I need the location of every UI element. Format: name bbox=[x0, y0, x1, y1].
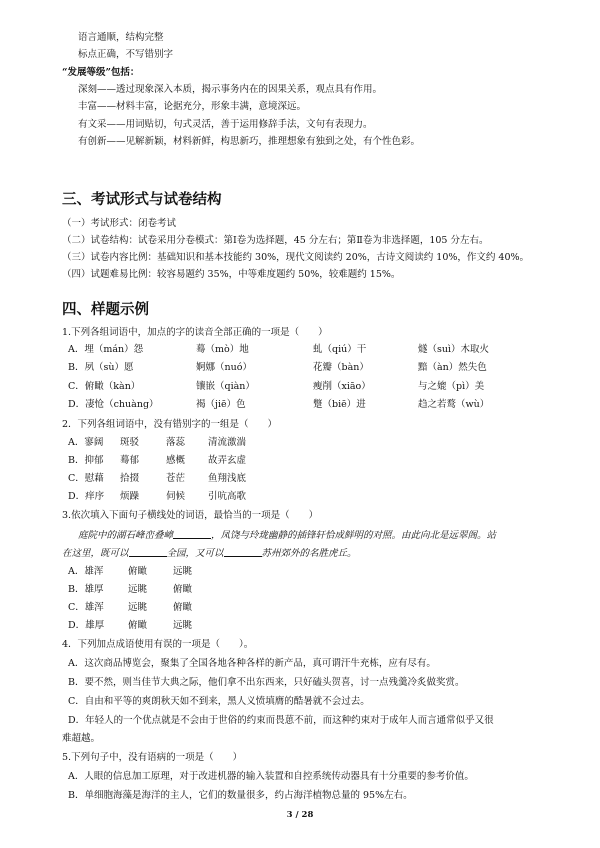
option-word: D．雄厚 bbox=[68, 620, 105, 631]
section-heading: 四、样题示例 bbox=[62, 302, 149, 318]
option-sentence: A．这次商品博览会，聚集了全国各地各种各样的新产品，真可谓汗牛充栋，应有尽有。 bbox=[68, 658, 436, 669]
fill-blank bbox=[129, 546, 167, 557]
passage-text: 庭院中的湖石峰峦叠嶂 bbox=[78, 530, 174, 541]
passage-line bbox=[78, 528, 496, 542]
option-d-word-4: 趋之若鹜（wù） bbox=[418, 399, 490, 410]
option-sentence: B．要不然，则当佳节大典之际，他们拿不出东西来，只好磕头贺喜，讨一点残羹冷炙做奖赏。 bbox=[68, 677, 465, 688]
option-a-word-2: 蓦（mò）地 bbox=[196, 344, 249, 355]
option-word: 远眺 bbox=[128, 602, 148, 613]
question-stem: 3.依次填入下面句子横线处的词语，最恰当的一项是（ ） bbox=[62, 510, 319, 521]
option-b-word-1: B．夙（sù）愿 bbox=[68, 362, 134, 373]
option-b-word-4: 黯（àn）然失色 bbox=[418, 362, 487, 373]
option-a-word-3: 虬（qiú）干 bbox=[313, 344, 367, 355]
passage-text: 苏州郊外的名胜虎丘。 bbox=[261, 548, 357, 559]
exam-info-line: （四）试题难易比例：较容易题约 35%，中等难度题约 50%，较难题约 15%。 bbox=[62, 269, 401, 280]
development-item: 有文采——用词贴切，句式灵活，善于运用修辞手法，文句有表现力。 bbox=[78, 119, 373, 130]
option-word: 感概 bbox=[166, 455, 186, 466]
passage-text: ，凤饶与玲珑幽静的插锋轩恰成鲜明的对照。由此向北是远翠阁。站 bbox=[211, 530, 497, 541]
development-item: 深刻——透过现象深入本质，揭示事务内在的因果关系，观点具有作用。 bbox=[78, 84, 383, 95]
option-word: 落蕊 bbox=[166, 437, 186, 448]
option-a-word-4: 燧（suì）木取火 bbox=[418, 344, 490, 355]
option-word: 斑驳 bbox=[120, 437, 140, 448]
option-c-word-2: 镶嵌（qiàn） bbox=[196, 381, 255, 392]
option-word: 引吭高歌 bbox=[208, 491, 247, 502]
option-word: B．抑郁 bbox=[68, 455, 104, 466]
option-word: 拾掇 bbox=[120, 473, 140, 484]
option-word: A．雄浑 bbox=[68, 566, 104, 577]
option-word: 故弄玄虚 bbox=[208, 455, 247, 466]
criteria-line: 语言通顺，结构完整 bbox=[78, 32, 164, 43]
development-item: 有创新——见解新颖，材料新鲜，构思新巧，推理想象有独到之处，有个性色彩。 bbox=[78, 136, 421, 147]
exam-info-line: （二）试卷结构：试卷采用分卷模式：第Ⅰ卷为选择题，45 分左右；第Ⅱ卷为非选择题，105 分左右。 bbox=[62, 235, 489, 246]
option-word: 俯瞰 bbox=[173, 584, 193, 595]
question-stem: 2．下列各组词语中，没有错别字的一组是（ ） bbox=[62, 419, 278, 430]
option-d-word-1: D．凄怆（chuàng） bbox=[68, 399, 159, 410]
option-d-word-2: 褐（jiē）色 bbox=[196, 399, 246, 410]
exam-info-line: （一）考试形式：闭卷考试 bbox=[62, 218, 177, 229]
option-word: C．慰藉 bbox=[68, 473, 104, 484]
option-sentence: D．年轻人的一个优点就是不会由于世俗的约束而畏葸不前，而这种约束对于成年人而言通常似乎又很 bbox=[68, 715, 494, 726]
option-word: A．寥阔 bbox=[68, 437, 104, 448]
option-word: 远眺 bbox=[173, 566, 193, 577]
option-sentence: C．自由和平等的爽朗秋天如不到来，黑人义愤填膺的酷暑就不会过去。 bbox=[68, 696, 370, 707]
option-word: 俯瞰 bbox=[128, 566, 148, 577]
question-stem: 1.下列各组词语中，加点的字的读音全部正确的一项是（ ） bbox=[62, 327, 328, 338]
option-word: 远眺 bbox=[128, 584, 148, 595]
option-word: 清流激湍 bbox=[208, 437, 247, 448]
option-d-word-3: 蹩（biē）进 bbox=[313, 399, 366, 410]
passage-text: 在这里，既可以 bbox=[62, 548, 129, 559]
section-heading: 三、考试形式与试卷结构 bbox=[62, 192, 222, 208]
exam-info-line: （三）试卷内容比例：基础知识和基本技能约 30%，现代文阅读约 20%，古诗文阅读约 10%，作文约 40%。 bbox=[62, 252, 530, 263]
fill-blank bbox=[173, 528, 211, 539]
option-word: 俯瞰 bbox=[173, 602, 193, 613]
option-c-word-4: 与之媲（pì）美 bbox=[418, 381, 485, 392]
development-item: 丰富——材料丰富，论据充分，形象丰满，意境深远。 bbox=[78, 101, 307, 112]
criteria-line: 标点正确，不写错别字 bbox=[78, 49, 174, 60]
question-stem: 4．下列加点成语使用有误的一项是（ ）。 bbox=[62, 639, 254, 650]
option-word: C．雄浑 bbox=[68, 602, 104, 613]
page-number: 3 / 28 bbox=[286, 810, 314, 820]
option-b-word-2: 婀娜（nuó） bbox=[196, 362, 252, 373]
option-word: B．雄厚 bbox=[68, 584, 104, 595]
option-word: 鱼翔浅底 bbox=[208, 473, 247, 484]
option-sentence-continued: 难超越。 bbox=[62, 733, 101, 744]
fill-blank bbox=[224, 546, 262, 557]
option-c-word-3: 瘦削（xiāo） bbox=[313, 381, 371, 392]
option-word: D．痒序 bbox=[68, 491, 105, 502]
option-word: 远眺 bbox=[173, 620, 193, 631]
option-c-word-1: C．俯瞰（kàn） bbox=[68, 381, 141, 392]
development-level-heading: “发展等级”包括： bbox=[62, 67, 140, 78]
passage-line bbox=[62, 546, 357, 560]
option-word: 伺候 bbox=[166, 491, 186, 502]
option-a-word-1: A．埋（mán）怨 bbox=[68, 344, 144, 355]
option-word: 蓦郁 bbox=[120, 455, 140, 466]
option-sentence: B．单细胞海藻是海洋的主人，它们的数量很多，约占海洋植物总量的 95%左右。 bbox=[68, 790, 413, 801]
question-stem: 5.下列句子中，没有语病的一项是（ ） bbox=[62, 752, 243, 763]
option-word: 苍茫 bbox=[166, 473, 186, 484]
option-word: 烦躁 bbox=[120, 491, 140, 502]
option-b-word-3: 花瓣（bàn） bbox=[313, 362, 369, 373]
option-sentence: A．人眼的信息加工原理，对于改进机器的输入装置和自控系统传动器具有十分重要的参考价值。 bbox=[68, 771, 474, 782]
option-word: 俯瞰 bbox=[128, 620, 148, 631]
passage-text: 全园，又可以 bbox=[166, 548, 224, 559]
